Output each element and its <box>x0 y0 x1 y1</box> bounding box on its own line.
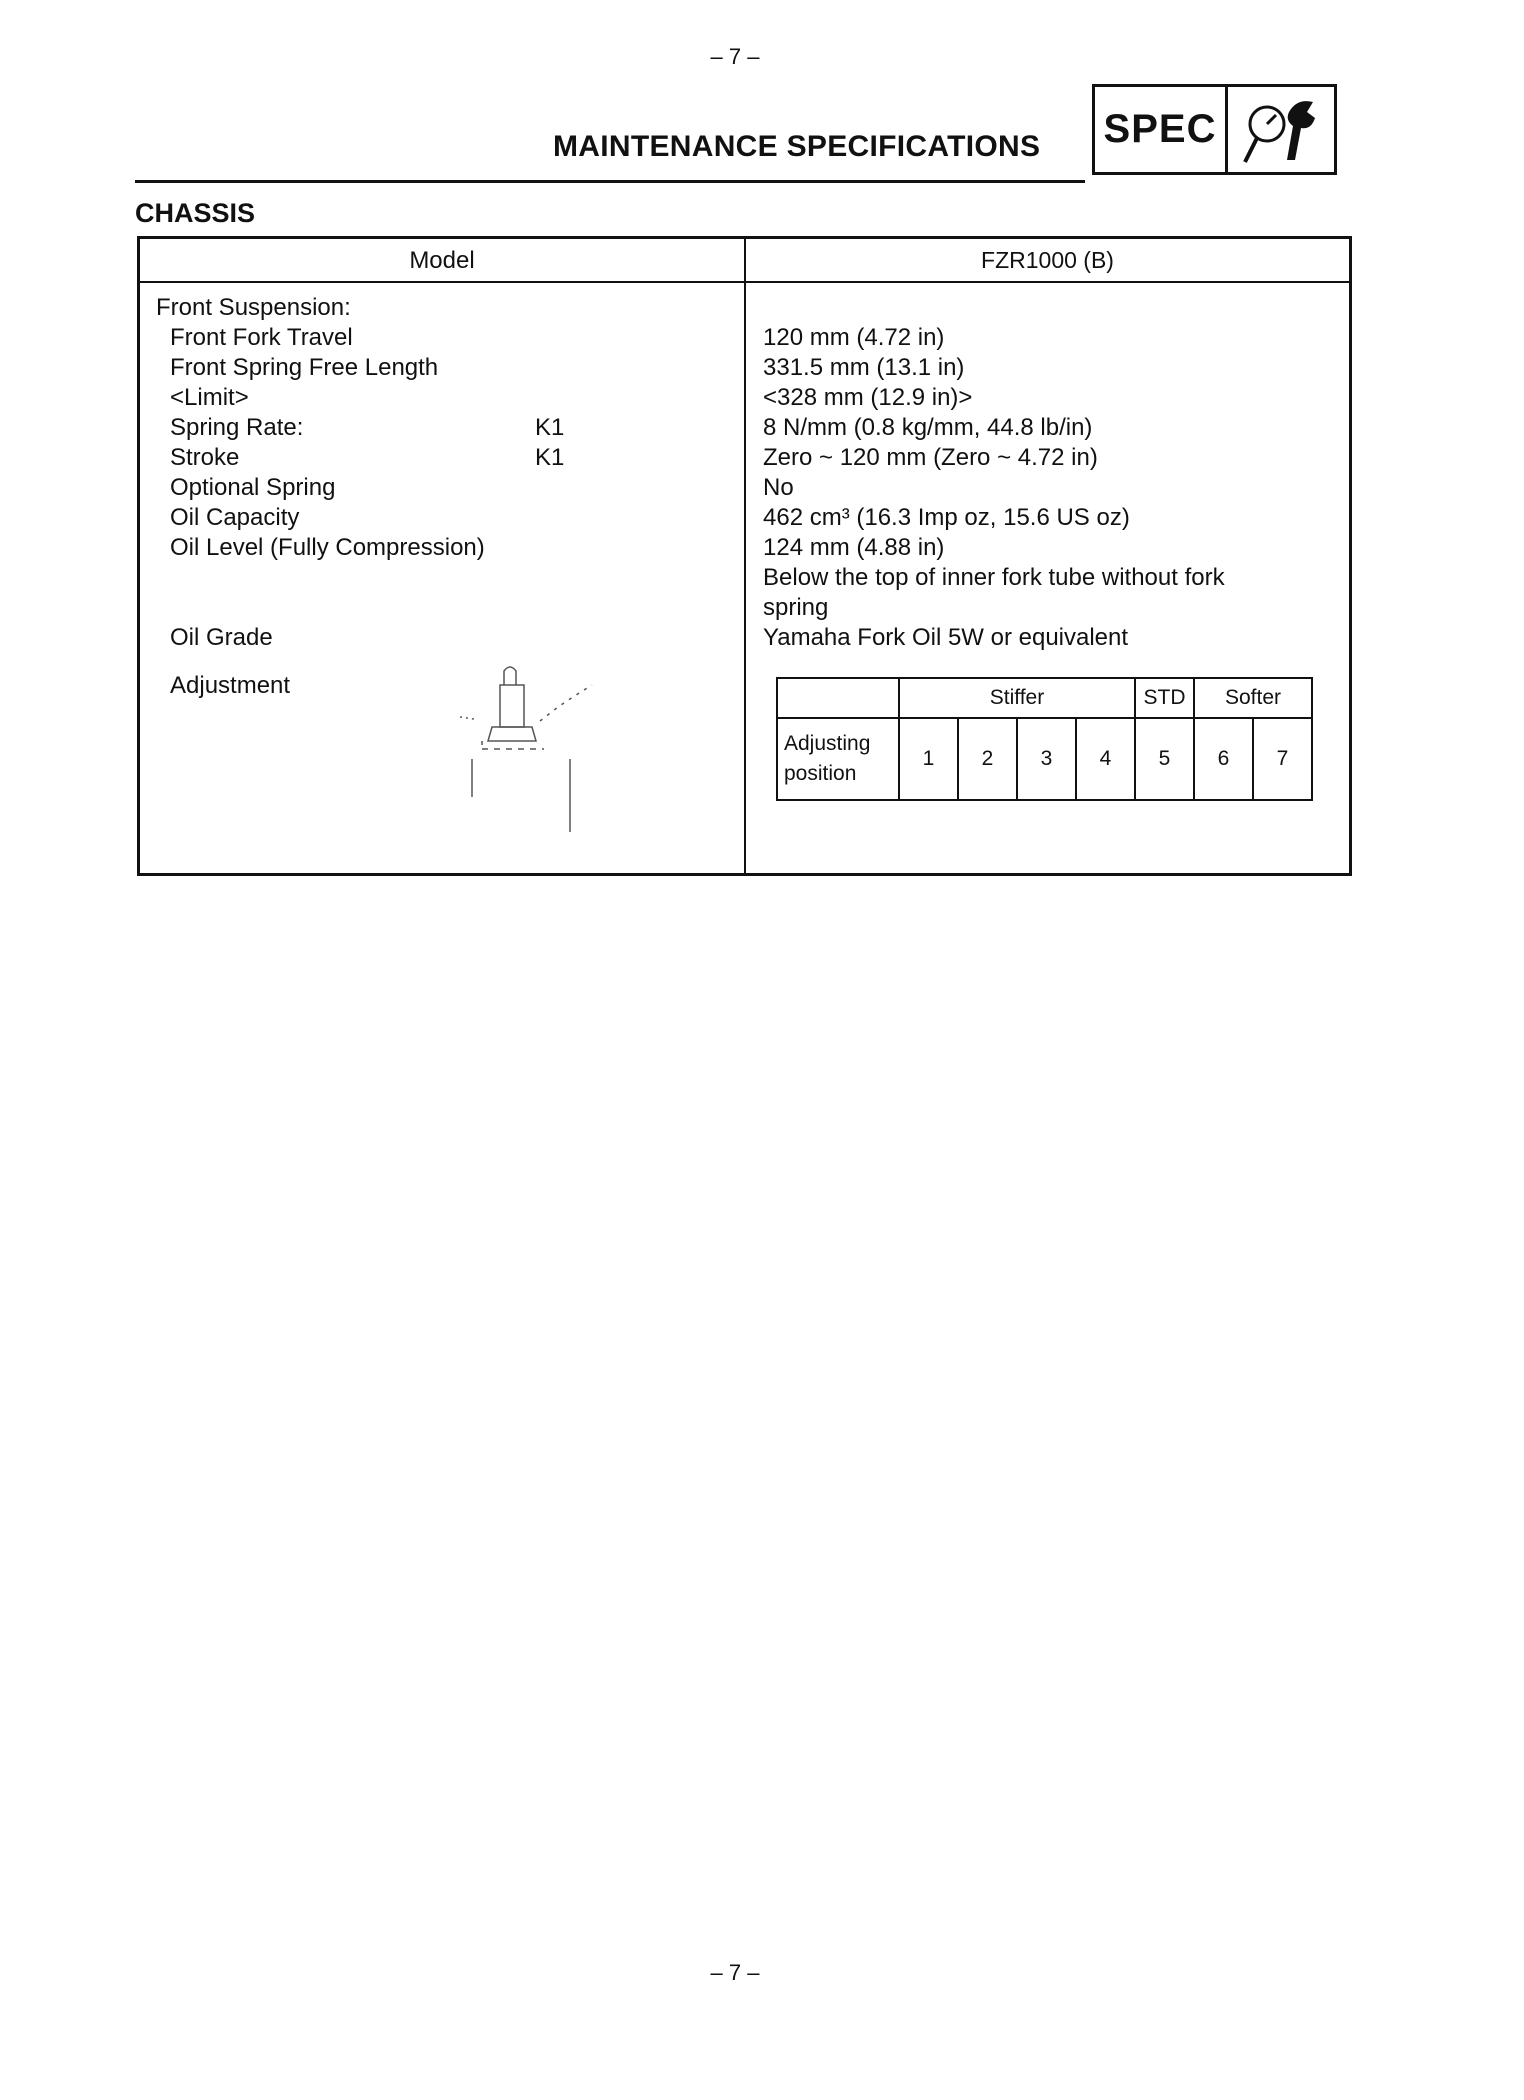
row-value: 331.5 mm (13.1 in) <box>763 354 965 381</box>
row-value: Zero ~ 120 mm (Zero ~ 4.72 in) <box>763 444 1098 471</box>
row-value: 462 cm³ (16.3 Imp oz, 15.6 US oz) <box>763 504 1130 531</box>
spec-badge-text: SPEC <box>1095 87 1228 172</box>
spec-badge <box>1092 84 1337 175</box>
row-spring-tag: K1 <box>535 444 565 471</box>
spec-table <box>137 236 1352 876</box>
row-label: Optional Spring <box>170 474 336 501</box>
adj-position-cell: 4 <box>1076 718 1135 800</box>
adjustment-table <box>776 677 1313 801</box>
adj-position-cell: 2 <box>958 718 1017 800</box>
fork-adjuster-drawing-icon <box>440 657 640 842</box>
adj-header-stiffer: Stiffer <box>899 678 1135 718</box>
gauge-wrench-icon <box>1228 87 1334 172</box>
adj-header-softer: Softer <box>1194 678 1312 718</box>
header-rule <box>135 180 1085 183</box>
section-title: CHASSIS <box>135 198 256 228</box>
row-label: Oil Level (Fully Compression) <box>170 534 485 561</box>
adj-position-cell: 3 <box>1017 718 1076 800</box>
page-number-top: – 7 – <box>710 44 760 69</box>
oil-level-note: spring <box>763 594 829 621</box>
adj-position-cell: 5 <box>1135 718 1194 800</box>
adj-position-cell: 1 <box>899 718 958 800</box>
row-label: <Limit> <box>170 384 249 411</box>
row-value: 8 N/mm (0.8 kg/mm, 44.8 lb/in) <box>763 414 1093 441</box>
adj-row-label: Adjusting position <box>777 718 899 800</box>
column-divider <box>744 239 746 873</box>
row-value: <328 mm (12.9 in)> <box>763 384 973 411</box>
row-label: Front Fork Travel <box>170 324 353 351</box>
header-model-value: FZR1000 (B) <box>981 247 1114 273</box>
adj-position-cell: 6 <box>1194 718 1253 800</box>
row-label: Stroke <box>170 444 240 471</box>
page-number-bottom: – 7 – <box>710 1960 760 1985</box>
header-model: Model <box>409 247 475 274</box>
oil-grade-label: Oil Grade <box>170 624 273 651</box>
row-value: No <box>763 474 794 501</box>
row-label: Spring Rate: <box>170 414 304 441</box>
row-label: Front Spring Free Length <box>170 354 439 381</box>
adjustment-label: Adjustment <box>170 672 291 699</box>
row-value: 124 mm (4.88 in) <box>763 534 945 561</box>
oil-level-note: Below the top of inner fork tube without fork <box>763 564 1225 591</box>
adj-position-cell: 7 <box>1253 718 1312 800</box>
row-label: Oil Capacity <box>170 504 300 531</box>
row-value: 120 mm (4.72 in) <box>763 324 945 351</box>
oil-grade-value: Yamaha Fork Oil 5W or equivalent <box>763 624 1129 651</box>
adj-header-blank <box>777 678 899 718</box>
group-title: Front Suspension: <box>156 294 351 321</box>
row-spring-tag: K1 <box>535 414 565 441</box>
adj-header-std: STD <box>1135 678 1194 718</box>
page-title: MAINTENANCE SPECIFICATIONS <box>553 130 1041 163</box>
